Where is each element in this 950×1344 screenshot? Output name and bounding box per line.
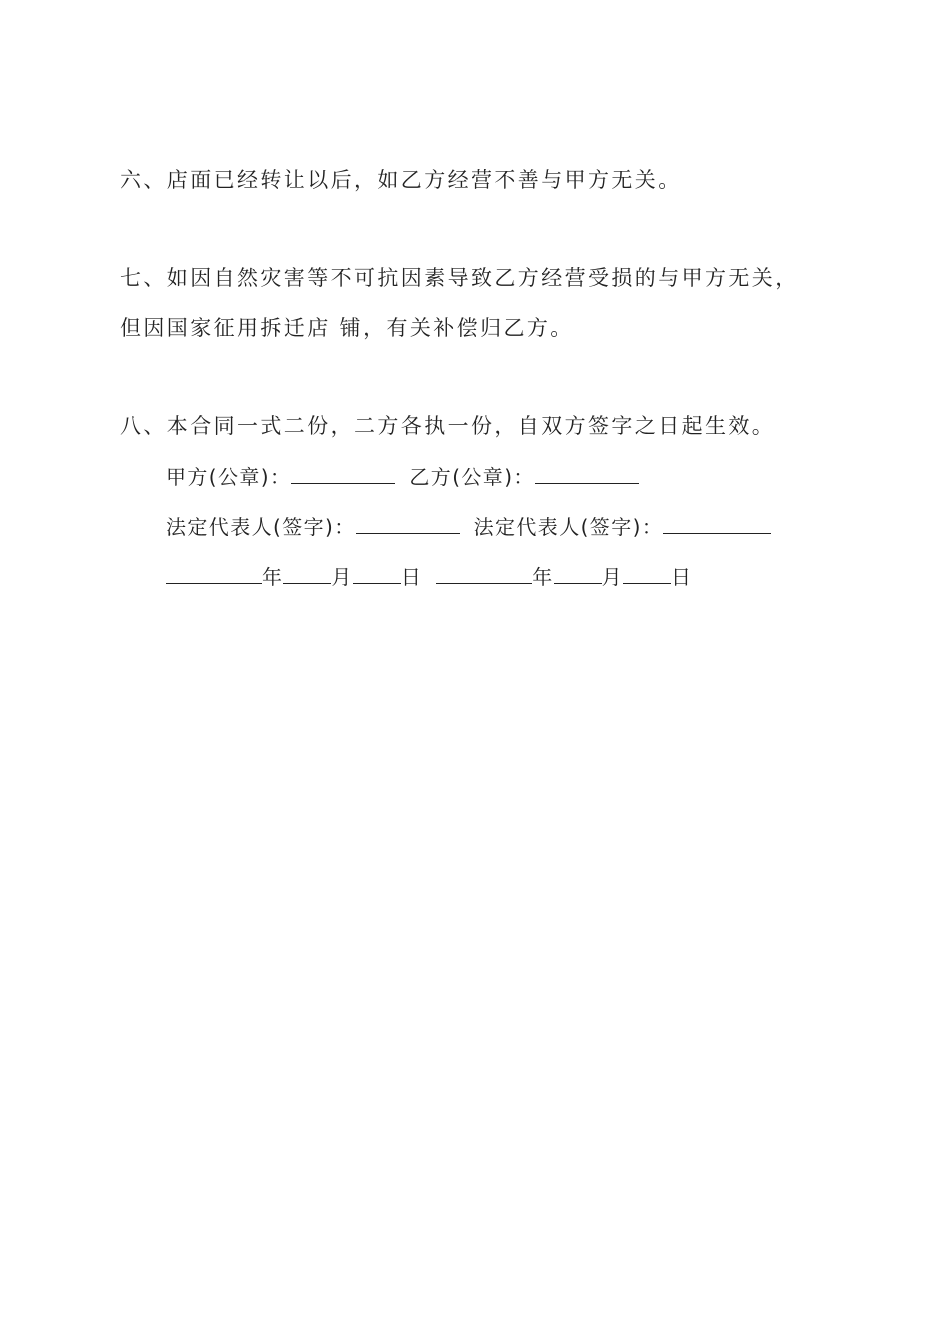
party-a-year-blank bbox=[166, 563, 262, 584]
clause-seven-line-2: 但因国家征用拆迁店 铺，有关补偿归乙方。 bbox=[120, 316, 574, 340]
party-a-day-label: 日 bbox=[400, 565, 423, 589]
party-a-year-label: 年 bbox=[262, 565, 284, 589]
party-a-seal-blank bbox=[291, 463, 395, 484]
party-a-rep-label: 法定代表人(签字)： bbox=[166, 515, 356, 539]
party-b-month-blank bbox=[554, 563, 602, 584]
party-b-year-blank bbox=[436, 563, 532, 584]
party-a-month-blank bbox=[283, 563, 331, 584]
date-row bbox=[166, 563, 692, 591]
party-a-day-blank bbox=[353, 563, 401, 584]
clause-seven-line-1: 七、如因自然灾害等不可抗因素导致乙方经营受损的与甲方无关， bbox=[120, 266, 799, 290]
party-b-seal-label: 乙方(公章)： bbox=[409, 465, 535, 489]
party-a-seal-label: 甲方(公章)： bbox=[166, 465, 292, 489]
clause-eight: 八、本合同一式二份，二方各执一份，自双方签字之日起生效。 bbox=[120, 414, 776, 438]
party-b-day-blank bbox=[623, 563, 671, 584]
party-b-month-label: 月 bbox=[601, 565, 624, 589]
party-b-day-label: 日 bbox=[671, 565, 693, 589]
party-b-seal-blank bbox=[535, 463, 639, 484]
clause-six: 六、店面已经转让以后，如乙方经营不善与甲方无关。 bbox=[120, 168, 682, 192]
party-a-rep-blank bbox=[356, 513, 460, 534]
representative-row bbox=[166, 513, 771, 541]
party-b-year-label: 年 bbox=[532, 565, 554, 589]
party-b-rep-blank bbox=[663, 513, 771, 534]
party-a-month-label: 月 bbox=[331, 565, 353, 589]
party-b-rep-label: 法定代表人(签字)： bbox=[473, 515, 664, 539]
seal-row bbox=[166, 463, 639, 491]
